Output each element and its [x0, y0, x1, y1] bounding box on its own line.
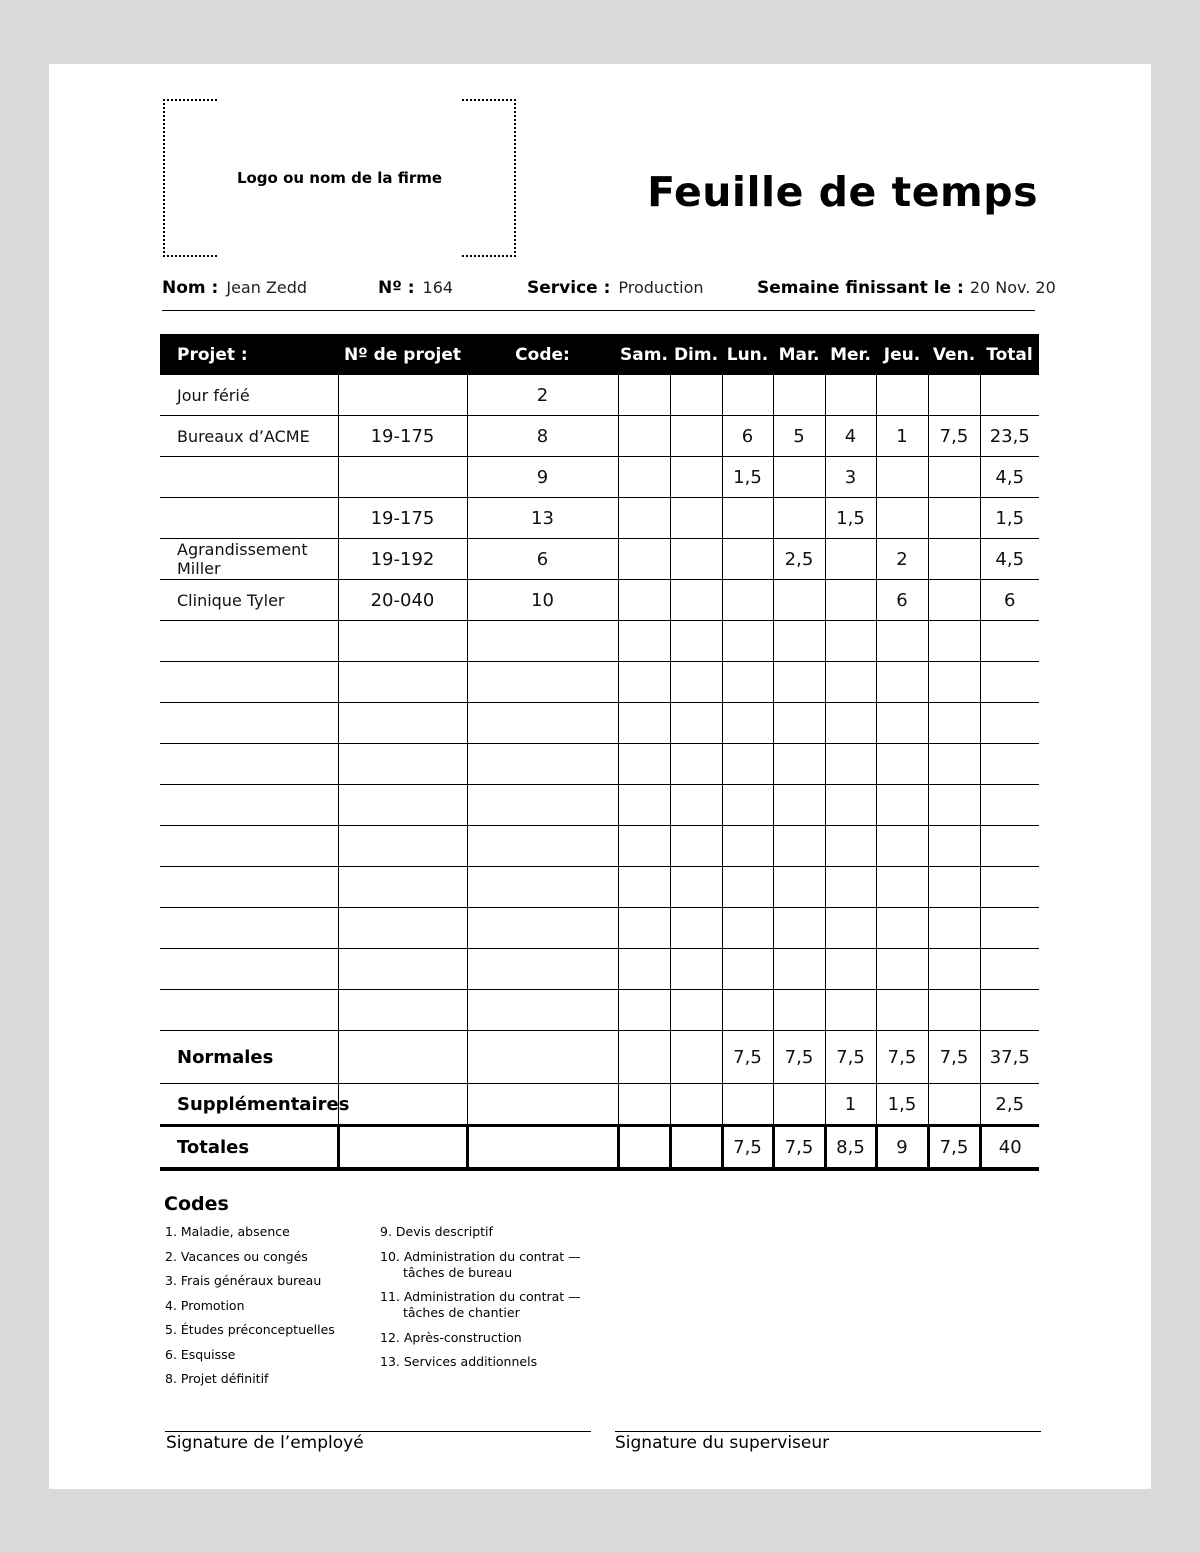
hours-cell[interactable]: 7,5 — [722, 1031, 773, 1084]
row-label-cell[interactable] — [160, 826, 338, 867]
hours-cell[interactable] — [467, 1031, 618, 1084]
code-item-text: 11. Administration du contrat — — [380, 1289, 581, 1304]
code-item — [380, 1249, 581, 1281]
code-item — [380, 1330, 581, 1346]
row-label-cell[interactable] — [160, 662, 338, 703]
hours-cell[interactable] — [467, 1126, 618, 1170]
code-item — [380, 1289, 581, 1321]
hours-cell[interactable] — [618, 785, 670, 826]
code-item-text: 10. Administration du contrat — — [380, 1248, 581, 1264]
hours-cell[interactable] — [773, 1084, 825, 1126]
hours-cell[interactable] — [467, 662, 618, 703]
row-label-cell[interactable]: Clinique Tyler — [160, 580, 338, 621]
table-row — [160, 949, 1039, 990]
table-row — [160, 580, 1039, 621]
hours-cell[interactable]: 2 — [467, 375, 618, 416]
hours-cell[interactable] — [618, 908, 670, 949]
hours-cell[interactable] — [876, 375, 928, 416]
hours-cell[interactable]: 20-040 — [338, 580, 467, 621]
hours-cell[interactable]: 13 — [467, 498, 618, 539]
hours-cell[interactable] — [618, 539, 670, 580]
hours-cell[interactable] — [980, 785, 1039, 826]
hours-cell[interactable] — [928, 539, 980, 580]
row-label-cell: Supplémentaires — [160, 1084, 338, 1126]
supervisor-signature-line[interactable] — [615, 1431, 1041, 1432]
table-row — [160, 498, 1039, 539]
column-header: Mar. — [773, 334, 825, 375]
column-header: Sam. — [618, 334, 670, 375]
row-label-cell[interactable] — [160, 703, 338, 744]
hours-cell[interactable] — [618, 1126, 670, 1170]
service-label: Service : — [527, 278, 611, 298]
service-value[interactable]: Production — [618, 278, 704, 297]
row-label-cell[interactable] — [160, 949, 338, 990]
hours-cell[interactable] — [670, 867, 722, 908]
hours-cell[interactable] — [467, 908, 618, 949]
hours-cell[interactable] — [773, 703, 825, 744]
hours-cell[interactable] — [876, 867, 928, 908]
hours-cell[interactable] — [825, 703, 876, 744]
row-label-cell[interactable] — [160, 785, 338, 826]
code-item: 4. Promotion — [165, 1297, 245, 1313]
hours-cell[interactable]: 2 — [876, 539, 928, 580]
hours-cell[interactable] — [670, 990, 722, 1031]
hours-cell[interactable] — [722, 703, 773, 744]
hours-cell[interactable] — [338, 908, 467, 949]
hours-cell[interactable] — [618, 580, 670, 621]
hours-cell[interactable] — [670, 908, 722, 949]
hours-cell[interactable] — [338, 867, 467, 908]
code-item-text: 13. Services additionnels — [380, 1354, 538, 1369]
hours-cell[interactable] — [773, 990, 825, 1031]
code-item: 2. Vacances ou congés — [165, 1248, 308, 1264]
hours-cell[interactable] — [928, 744, 980, 785]
hours-cell[interactable] — [876, 990, 928, 1031]
hours-cell[interactable] — [928, 662, 980, 703]
hours-cell[interactable] — [773, 457, 825, 498]
hours-cell[interactable] — [928, 826, 980, 867]
hours-cell[interactable] — [928, 990, 980, 1031]
column-header: Ven. — [928, 334, 980, 375]
row-label-cell[interactable]: Bureaux d’ACME — [160, 416, 338, 457]
hours-cell[interactable]: 7,5 — [773, 1031, 825, 1084]
hours-cell[interactable] — [670, 744, 722, 785]
hours-cell[interactable] — [467, 621, 618, 662]
row-label-cell[interactable] — [160, 498, 338, 539]
table-row — [160, 867, 1039, 908]
hours-cell[interactable] — [825, 375, 876, 416]
name-label: Nom : — [162, 278, 219, 298]
hours-cell[interactable] — [618, 498, 670, 539]
hours-cell[interactable] — [876, 744, 928, 785]
hours-cell[interactable] — [338, 744, 467, 785]
hours-cell[interactable] — [670, 826, 722, 867]
number-label: Nº : — [378, 278, 415, 298]
hours-cell[interactable]: 5 — [773, 416, 825, 457]
row-label-cell: Normales — [160, 1031, 338, 1084]
hours-cell[interactable] — [722, 662, 773, 703]
code-item-continuation: tâches de bureau — [403, 1264, 513, 1280]
hours-cell[interactable]: 6 — [980, 580, 1039, 621]
hours-cell[interactable] — [825, 744, 876, 785]
hours-cell[interactable] — [722, 580, 773, 621]
hours-cell[interactable] — [467, 867, 618, 908]
hours-cell[interactable] — [618, 867, 670, 908]
hours-cell[interactable] — [825, 539, 876, 580]
code-item-text: 9. Devis descriptif — [380, 1224, 493, 1239]
hours-cell[interactable] — [338, 949, 467, 990]
table-row — [160, 990, 1039, 1031]
table-header-row — [160, 334, 1039, 375]
hours-cell[interactable] — [467, 990, 618, 1031]
hours-cell[interactable] — [722, 375, 773, 416]
table-row — [160, 703, 1039, 744]
hours-cell[interactable]: 8 — [467, 416, 618, 457]
hours-cell[interactable] — [722, 1084, 773, 1126]
hours-cell[interactable] — [670, 580, 722, 621]
hours-cell[interactable] — [338, 662, 467, 703]
hours-cell[interactable] — [670, 949, 722, 990]
hours-cell[interactable] — [980, 867, 1039, 908]
hours-cell[interactable] — [338, 1126, 467, 1170]
hours-cell[interactable] — [670, 1084, 722, 1126]
column-header: Code: — [467, 334, 618, 375]
code-item: 1. Maladie, absence — [165, 1224, 290, 1239]
number-value[interactable]: 164 — [422, 278, 454, 297]
hours-cell[interactable] — [618, 826, 670, 867]
hours-cell[interactable] — [980, 949, 1039, 990]
hours-cell[interactable] — [618, 949, 670, 990]
code-item: 6. Esquisse — [165, 1346, 236, 1362]
hours-cell[interactable] — [825, 990, 876, 1031]
code-item — [380, 1224, 581, 1240]
hours-cell[interactable] — [670, 662, 722, 703]
table-row — [160, 375, 1039, 416]
row-label-cell[interactable] — [160, 908, 338, 949]
hours-cell[interactable]: 2,5 — [980, 1084, 1039, 1126]
hours-cell[interactable] — [722, 621, 773, 662]
hours-cell[interactable] — [773, 785, 825, 826]
hours-cell[interactable] — [618, 744, 670, 785]
code-item — [380, 1354, 581, 1370]
hours-cell[interactable] — [773, 867, 825, 908]
hours-cell[interactable] — [618, 990, 670, 1031]
hours-cell[interactable] — [928, 1084, 980, 1126]
supervisor-signature-label: Signature du superviseur — [615, 1433, 830, 1453]
hours-cell[interactable] — [980, 990, 1039, 1031]
hours-cell[interactable] — [773, 662, 825, 703]
week-ending-value[interactable]: 20 Nov. 20 — [969, 278, 1056, 297]
hours-cell[interactable] — [670, 703, 722, 744]
hours-cell[interactable] — [928, 498, 980, 539]
hours-cell[interactable] — [980, 908, 1039, 949]
column-header: Mer. — [825, 334, 876, 375]
timesheet-table — [160, 334, 1039, 1171]
hours-cell[interactable] — [825, 826, 876, 867]
hours-cell[interactable] — [618, 621, 670, 662]
name-field[interactable] — [162, 278, 307, 298]
table-row — [160, 457, 1039, 498]
hours-cell[interactable] — [773, 621, 825, 662]
hours-cell[interactable] — [928, 457, 980, 498]
logo-placeholder-box — [163, 99, 516, 257]
hours-cell[interactable] — [980, 744, 1039, 785]
hours-cell[interactable] — [670, 621, 722, 662]
dotted-corner — [462, 203, 516, 257]
service-field[interactable] — [527, 278, 704, 298]
hours-cell[interactable] — [722, 990, 773, 1031]
code-item: 3. Frais généraux bureau — [165, 1273, 322, 1288]
hours-cell[interactable] — [722, 539, 773, 580]
hours-cell[interactable]: 1,5 — [876, 1084, 928, 1126]
hours-cell[interactable] — [338, 621, 467, 662]
hours-cell[interactable]: 7,5 — [773, 1126, 825, 1170]
codes-title: Codes — [164, 1193, 229, 1215]
hours-cell[interactable] — [980, 662, 1039, 703]
page-title: Feuille de temps — [647, 168, 1038, 216]
hours-cell[interactable] — [722, 826, 773, 867]
hours-cell[interactable] — [773, 908, 825, 949]
hours-cell[interactable] — [928, 621, 980, 662]
code-item-text: 12. Après-construction — [380, 1329, 522, 1345]
hours-cell[interactable] — [618, 1031, 670, 1084]
table-row — [160, 908, 1039, 949]
total-hours-row — [160, 1126, 1039, 1170]
hours-cell[interactable] — [338, 375, 467, 416]
row-label-cell[interactable] — [160, 457, 338, 498]
hours-cell[interactable] — [773, 498, 825, 539]
column-header: Projet : — [160, 334, 338, 375]
hours-cell[interactable] — [825, 785, 876, 826]
week-ending-label: Semaine finissant le : — [757, 278, 964, 298]
hours-cell[interactable]: 37,5 — [980, 1031, 1039, 1084]
hours-cell[interactable] — [467, 744, 618, 785]
table-row — [160, 785, 1039, 826]
hours-cell[interactable] — [618, 416, 670, 457]
row-label-cell[interactable] — [160, 990, 338, 1031]
hours-cell[interactable] — [928, 703, 980, 744]
row-label-cell: Totales — [160, 1126, 338, 1170]
hours-cell[interactable] — [722, 785, 773, 826]
hours-cell[interactable]: 9 — [467, 457, 618, 498]
hours-cell[interactable]: 7,5 — [722, 1126, 773, 1170]
hours-cell[interactable] — [980, 375, 1039, 416]
column-header: Dim. — [670, 334, 722, 375]
hours-cell[interactable]: 6 — [722, 416, 773, 457]
hours-cell[interactable] — [722, 744, 773, 785]
hours-cell[interactable] — [618, 457, 670, 498]
hours-cell[interactable] — [670, 457, 722, 498]
hours-cell[interactable] — [928, 785, 980, 826]
employee-signature-label: Signature de l’employé — [166, 1433, 364, 1453]
hours-cell[interactable]: 6 — [467, 539, 618, 580]
table-row — [160, 744, 1039, 785]
column-header: Lun. — [722, 334, 773, 375]
hours-cell[interactable] — [618, 375, 670, 416]
hours-cell[interactable] — [825, 908, 876, 949]
hours-cell[interactable] — [876, 826, 928, 867]
dotted-corner — [163, 203, 217, 257]
hours-cell[interactable] — [928, 908, 980, 949]
hours-cell[interactable] — [338, 785, 467, 826]
hours-cell[interactable] — [467, 785, 618, 826]
hours-cell[interactable]: 7,5 — [928, 1031, 980, 1084]
hours-cell[interactable]: 19-192 — [338, 539, 467, 580]
hours-cell[interactable] — [928, 867, 980, 908]
hours-cell[interactable]: 9 — [876, 1126, 928, 1170]
hours-cell[interactable]: 23,5 — [980, 416, 1039, 457]
dotted-corner — [462, 99, 516, 153]
hours-cell[interactable] — [467, 1084, 618, 1126]
hours-cell[interactable] — [467, 949, 618, 990]
hours-cell[interactable]: 8,5 — [825, 1126, 876, 1170]
hours-cell[interactable]: 4,5 — [980, 457, 1039, 498]
hours-cell[interactable] — [722, 908, 773, 949]
code-item: 5. Études préconceptuelles — [165, 1322, 335, 1337]
codes-list-2 — [380, 1224, 581, 1379]
hours-cell[interactable] — [338, 1084, 467, 1126]
hours-cell[interactable] — [773, 949, 825, 990]
dotted-corner — [163, 99, 217, 153]
hours-cell[interactable] — [876, 785, 928, 826]
hours-cell[interactable] — [876, 703, 928, 744]
hours-cell[interactable] — [825, 662, 876, 703]
hours-cell[interactable] — [338, 703, 467, 744]
table-row — [160, 662, 1039, 703]
hours-cell[interactable] — [825, 949, 876, 990]
hours-cell[interactable] — [467, 703, 618, 744]
hours-cell[interactable] — [773, 375, 825, 416]
hours-cell[interactable] — [338, 457, 467, 498]
week-ending-field[interactable] — [757, 278, 1056, 298]
code-item: 8. Projet définitif — [165, 1371, 269, 1386]
hours-cell[interactable]: 1,5 — [980, 498, 1039, 539]
hours-cell[interactable]: 10 — [467, 580, 618, 621]
hours-cell[interactable] — [980, 703, 1039, 744]
hours-cell[interactable] — [773, 744, 825, 785]
hours-cell[interactable] — [670, 539, 722, 580]
hours-cell[interactable] — [670, 785, 722, 826]
row-label-cell[interactable] — [160, 867, 338, 908]
hours-cell[interactable]: 7,5 — [928, 1126, 980, 1170]
number-field[interactable] — [378, 278, 453, 298]
hours-cell[interactable] — [876, 662, 928, 703]
hours-cell[interactable] — [825, 621, 876, 662]
hours-cell[interactable]: 1,5 — [722, 457, 773, 498]
hours-cell[interactable] — [670, 416, 722, 457]
hours-cell[interactable] — [980, 621, 1039, 662]
row-label-cell[interactable]: Jour férié — [160, 375, 338, 416]
hours-cell[interactable] — [722, 949, 773, 990]
table-row — [160, 621, 1039, 662]
table-row — [160, 539, 1039, 580]
hours-cell[interactable] — [928, 949, 980, 990]
row-label-cell[interactable] — [160, 621, 338, 662]
name-value[interactable]: Jean Zedd — [226, 278, 308, 297]
hours-cell[interactable] — [876, 498, 928, 539]
hours-cell[interactable] — [338, 1031, 467, 1084]
hours-cell[interactable] — [928, 375, 980, 416]
hours-cell[interactable] — [670, 1126, 722, 1170]
hours-cell[interactable] — [670, 375, 722, 416]
info-underline — [162, 310, 1035, 311]
hours-cell[interactable] — [670, 498, 722, 539]
hours-cell[interactable] — [876, 621, 928, 662]
hours-cell[interactable]: 19-175 — [338, 498, 467, 539]
hours-cell[interactable] — [980, 826, 1039, 867]
hours-cell[interactable] — [722, 867, 773, 908]
hours-cell[interactable] — [825, 580, 876, 621]
hours-cell[interactable]: 3 — [825, 457, 876, 498]
code-item-continuation: tâches de chantier — [403, 1305, 520, 1320]
hours-cell[interactable]: 40 — [980, 1126, 1039, 1170]
hours-cell[interactable] — [618, 703, 670, 744]
hours-cell[interactable]: 4 — [825, 416, 876, 457]
hours-cell[interactable] — [876, 949, 928, 990]
column-header: Jeu. — [876, 334, 928, 375]
hours-cell[interactable]: 4,5 — [980, 539, 1039, 580]
hours-cell[interactable]: 7,5 — [928, 416, 980, 457]
table-row — [160, 416, 1039, 457]
row-label-cell[interactable] — [160, 744, 338, 785]
hours-cell[interactable] — [467, 826, 618, 867]
hours-cell[interactable]: 7,5 — [876, 1031, 928, 1084]
table-row — [160, 826, 1039, 867]
hours-cell[interactable]: 1 — [825, 1084, 876, 1126]
hours-cell[interactable]: 1 — [876, 416, 928, 457]
hours-cell[interactable] — [670, 1031, 722, 1084]
hours-cell[interactable] — [773, 826, 825, 867]
hours-cell[interactable] — [618, 662, 670, 703]
employee-signature-line[interactable] — [165, 1431, 591, 1432]
hours-cell[interactable] — [338, 990, 467, 1031]
hours-cell[interactable] — [928, 580, 980, 621]
hours-cell[interactable]: 6 — [876, 580, 928, 621]
hours-cell[interactable] — [338, 826, 467, 867]
hours-cell[interactable] — [618, 1084, 670, 1126]
overtime-hours-row — [160, 1084, 1039, 1126]
logo-placeholder-text: Logo ou nom de la firme — [236, 169, 443, 187]
hours-cell[interactable] — [825, 867, 876, 908]
hours-cell[interactable]: 19-175 — [338, 416, 467, 457]
hours-cell[interactable] — [876, 457, 928, 498]
row-label-cell[interactable]: Agrandissement Miller — [160, 539, 338, 580]
normal-hours-row — [160, 1031, 1039, 1084]
hours-cell[interactable]: 2,5 — [773, 539, 825, 580]
hours-cell[interactable] — [722, 498, 773, 539]
hours-cell[interactable] — [773, 580, 825, 621]
codes-list-1 — [165, 1224, 335, 1396]
column-header: Nº de projet — [338, 334, 467, 375]
column-header: Total — [980, 334, 1039, 375]
hours-cell[interactable]: 1,5 — [825, 498, 876, 539]
hours-cell[interactable] — [876, 908, 928, 949]
hours-cell[interactable]: 7,5 — [825, 1031, 876, 1084]
